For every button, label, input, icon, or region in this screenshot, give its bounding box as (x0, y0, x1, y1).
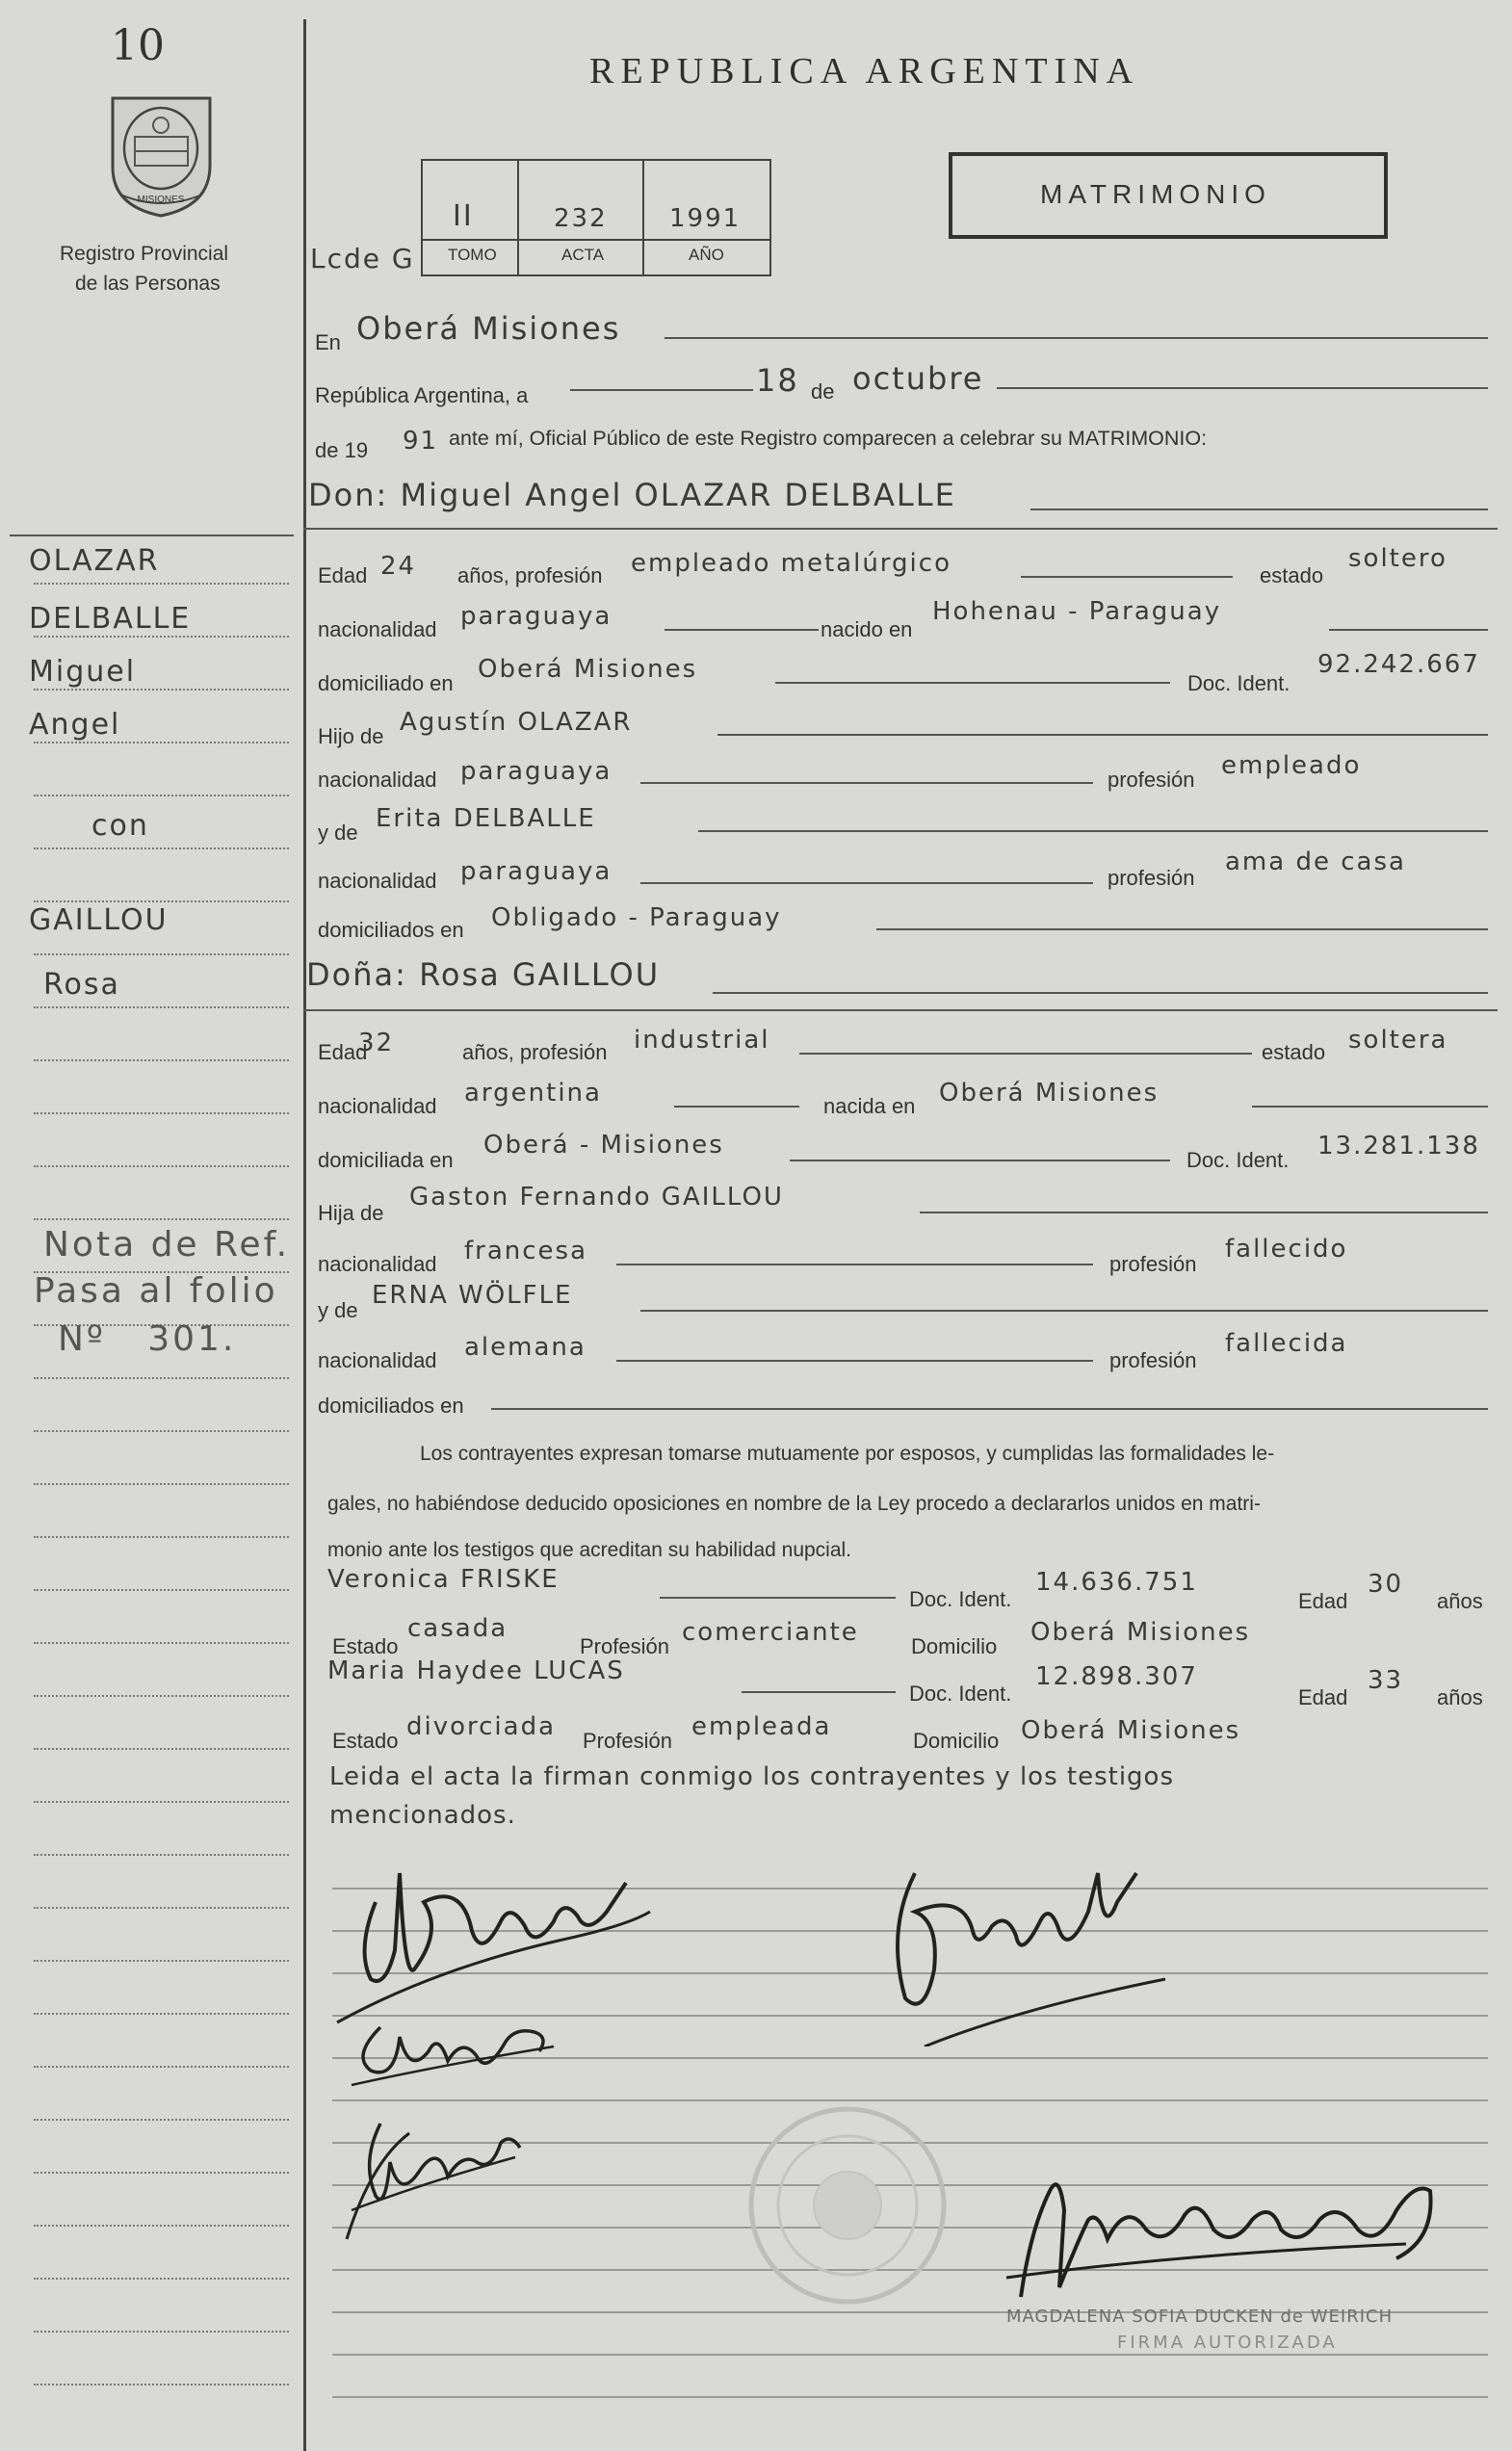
month-value: octubre (852, 360, 984, 397)
page-title: REPUBLICA ARGENTINA (589, 51, 1140, 91)
groom-name: Don: Miguel Angel OLAZAR DELBALLE (308, 477, 956, 513)
margin-guide-line (34, 1430, 289, 1432)
groom-nacido-label: nacido en (821, 617, 913, 641)
signature-guide-line (332, 2396, 1488, 2398)
bride-name: Doña: Rosa GAILLOU (306, 956, 661, 993)
groom-madre-nac-label: nacionalidad (318, 869, 437, 893)
margin-guide-line (34, 847, 289, 849)
margin-guide-line (34, 1059, 289, 1061)
witness-1-estado-label: Estado (332, 1634, 399, 1658)
margin-guide-line (34, 1960, 289, 1962)
closing-line-2: mencionados. (329, 1801, 516, 1830)
margin-entry-4: Angel (29, 708, 121, 742)
margin-guide-line (34, 1801, 289, 1803)
witness-1-estado: casada (407, 1614, 508, 1643)
bride-madre-prof-label: profesión (1109, 1348, 1197, 1372)
margin-guide-line (34, 1907, 289, 1909)
groom-anos-label: años, profesión (457, 563, 603, 587)
witness-1-domicilio: Oberá Misiones (1030, 1618, 1251, 1647)
groom-padre-prof: empleado (1221, 751, 1362, 780)
fill-line (665, 337, 1488, 339)
groom-estado: soltero (1348, 544, 1447, 573)
en-label: En (315, 330, 341, 354)
closing-line-1: Leida el acta la firman conmigo los contrayentes y los testigos (329, 1762, 1174, 1791)
fill-line (790, 1160, 1170, 1161)
bride-signature (342, 2008, 563, 2099)
box-divider (517, 159, 519, 274)
groom-madre-prof-label: profesión (1108, 866, 1195, 890)
bride-domicilio: Oberá - Misiones (483, 1131, 724, 1160)
section-rule (303, 1009, 1498, 1011)
witness-1-doc: 14.636.751 (1035, 1568, 1198, 1597)
declaration-line-1: Los contrayentes expresan tomarse mutuamente por esposos, y cumplidas las formalidades le- (420, 1443, 1275, 1465)
margin-entry-7: Rosa (43, 968, 120, 1002)
day-value: 18 (756, 362, 799, 399)
witness-2-signature (847, 1854, 1175, 2051)
bride-dom-label: domiciliada en (318, 1148, 454, 1172)
fill-line (660, 1597, 896, 1599)
margin-entry-1: OLAZAR (29, 544, 160, 578)
margin-guide-line (34, 1536, 289, 1538)
bride-profesion: industrial (634, 1026, 770, 1055)
groom-yde-label: y de (318, 821, 358, 845)
bride-madre: ERNA WÖLFLE (372, 1281, 573, 1310)
margin-entry-5: con (91, 809, 149, 843)
bride-padre: Gaston Fernando GAILLOU (409, 1183, 784, 1212)
groom-edad: 24 (380, 552, 417, 581)
declaration-line-3: monio ante los testigos que acreditan su habilidad nupcial. (327, 1539, 852, 1561)
bride-edad: 32 (358, 1029, 395, 1057)
box-divider (421, 239, 769, 241)
bride-padre-prof: fallecido (1225, 1235, 1348, 1264)
witness-1-edad-label: Edad (1298, 1589, 1348, 1613)
groom-doc: 92.242.667 (1317, 650, 1480, 679)
fill-line (1252, 1106, 1488, 1108)
witness-1-profesion: comerciante (682, 1618, 859, 1647)
margin-guide-line (34, 1112, 289, 1114)
fill-line (570, 389, 753, 391)
margin-guide-line (34, 583, 289, 585)
witness-2-profesion: empleada (691, 1712, 832, 1741)
witness-1-anos-label: años (1437, 1589, 1483, 1613)
groom-nacionalidad: paraguaya (460, 602, 613, 631)
bride-padre-nac-label: nacionalidad (318, 1252, 437, 1276)
bride-nac-label: nacionalidad (318, 1094, 437, 1118)
witness-2-edad: 33 (1368, 1666, 1404, 1695)
margin-guide-line (34, 1589, 289, 1591)
ref-prefix: Lcde G (310, 243, 415, 274)
bride-doc: 13.281.138 (1317, 1132, 1480, 1160)
bride-madre-prof: fallecida (1225, 1329, 1348, 1358)
fill-line (674, 1106, 799, 1108)
witness-2-doc: 12.898.307 (1035, 1662, 1198, 1691)
witness-2-domicilio-label: Domicilio (913, 1729, 1000, 1753)
groom-madre-nac: paraguaya (460, 857, 613, 886)
margin-guide-line (34, 2172, 289, 2174)
officer-signature (992, 2152, 1454, 2321)
groom-madre: Erita DELBALLE (376, 804, 596, 833)
officer-stamp-line-1: MAGDALENA SOFIA DUCKEN de WEIRICH (1006, 2307, 1394, 2327)
margin-guide-line (34, 2384, 289, 2386)
bride-padre-prof-label: profesión (1109, 1252, 1197, 1276)
acta-label: ACTA (561, 246, 605, 264)
fill-line (799, 1053, 1252, 1055)
groom-padre-prof-label: profesión (1108, 768, 1195, 792)
registry-seal (101, 89, 222, 219)
witness-2-profesion-label: Profesión (583, 1729, 672, 1753)
groom-nac-label: nacionalidad (318, 617, 437, 641)
margin-guide-line (34, 795, 289, 796)
margin-guide-line (34, 1165, 289, 1167)
witness-1-domicilio-label: Domicilio (911, 1634, 998, 1658)
groom-edad-label: Edad (318, 563, 368, 587)
fill-line (717, 734, 1488, 736)
bride-nacida-label: nacida en (823, 1094, 916, 1118)
fill-line (997, 387, 1488, 389)
acta-value: 232 (554, 204, 608, 233)
fill-line (491, 1408, 1488, 1410)
seal-emblem-icon (101, 89, 222, 219)
margin-entry-2: DELBALLE (29, 602, 192, 636)
margin-note-line-1: Nota de Ref. (43, 1225, 291, 1265)
groom-doc-label: Doc. Ident. (1187, 671, 1290, 695)
margin-guide-line (34, 2225, 289, 2227)
margin-guide-line (34, 953, 289, 955)
bride-hija-label: Hija de (318, 1201, 384, 1225)
witness-2-estado: divorciada (406, 1712, 557, 1741)
witness-1-edad: 30 (1368, 1570, 1404, 1599)
section-rule (303, 528, 1498, 530)
margin-top-rule (10, 535, 294, 536)
fill-line (1021, 576, 1233, 578)
intro-text: ante mí, Oficial Público de este Registro comparecen a celebrar su MATRIMONIO: (449, 427, 1208, 450)
registry-line-1: Registro Provincial (60, 243, 229, 265)
fill-line (775, 682, 1170, 684)
margin-guide-line (34, 1483, 289, 1485)
margin-entry-6: GAILLOU (29, 903, 169, 937)
bride-nacida-en: Oberá Misiones (939, 1079, 1160, 1108)
republica-label: República Argentina, a (315, 383, 529, 407)
margin-guide-line (34, 2331, 289, 2333)
groom-nacido-en: Hohenau - Paraguay (932, 597, 1222, 626)
witness-signature (332, 2104, 554, 2254)
seal-text: MISIONES (137, 195, 185, 205)
box-divider (642, 159, 644, 274)
margin-guide-line (34, 1695, 289, 1697)
margin-guide-line (34, 2119, 289, 2121)
anio-value: 1991 (669, 204, 742, 233)
bride-doc-label: Doc. Ident. (1186, 1148, 1290, 1172)
place-value: Oberá Misiones (356, 310, 621, 347)
tomo-label: TOMO (448, 246, 497, 264)
bride-padre-nac: francesa (464, 1237, 588, 1265)
fill-line (640, 882, 1093, 884)
bride-yde-label: y de (318, 1298, 358, 1322)
bride-madre-nac: alemana (464, 1333, 587, 1362)
witness-1-doc-label: Doc. Ident. (909, 1587, 1012, 1611)
declaration-line-2: gales, no habiéndose deducido oposiciones en nombre de la Ley procedo a declararlos unidos en matri- (327, 1493, 1261, 1515)
fill-line (640, 1310, 1488, 1312)
groom-padres-dom-label: domiciliados en (318, 918, 464, 942)
fill-line (1329, 629, 1488, 631)
groom-profesion: empleado metalúrgico (631, 549, 952, 578)
witness-1-profesion-label: Profesión (580, 1634, 669, 1658)
registry-line-2: de las Personas (75, 273, 221, 295)
margin-guide-line (34, 2278, 289, 2280)
fill-line (698, 830, 1488, 832)
margin-guide-line (34, 1377, 289, 1379)
witness-2-name: Maria Haydee LUCAS (327, 1656, 625, 1685)
groom-estado-label: estado (1260, 563, 1324, 587)
fill-line (713, 992, 1488, 994)
column-divider (303, 19, 306, 2451)
bride-estado-label: estado (1262, 1040, 1326, 1064)
bride-nacionalidad: argentina (464, 1079, 602, 1108)
margin-guide-line (34, 1854, 289, 1856)
groom-madre-prof: ama de casa (1225, 847, 1406, 876)
witness-2-doc-label: Doc. Ident. (909, 1682, 1012, 1706)
margin-guide-line (34, 636, 289, 638)
margin-guide-line (34, 1006, 289, 1008)
bride-edad-label: Edad (318, 1040, 368, 1064)
official-seal-stamp (732, 2090, 963, 2326)
fill-line (876, 928, 1488, 930)
margin-guide-line (34, 2013, 289, 2015)
page-number: 10 (111, 21, 165, 70)
year-prefix: de 19 (315, 438, 369, 462)
groom-padres-dom: Obligado - Paraguay (491, 903, 782, 932)
officer-stamp-line-2: FIRMA AUTORIZADA (1117, 2333, 1338, 2353)
bride-estado: soltera (1348, 1026, 1448, 1055)
margin-guide-line (34, 900, 289, 902)
de-label: de (811, 379, 835, 404)
margin-guide-line (34, 1748, 289, 1750)
doc-type-label: MATRIMONIO (1040, 179, 1271, 209)
fill-line (742, 1691, 896, 1693)
witness-2-estado-label: Estado (332, 1729, 399, 1753)
bride-madre-nac-label: nacionalidad (318, 1348, 437, 1372)
margin-guide-line (34, 1218, 289, 1220)
tomo-value: II (453, 199, 474, 233)
year-suffix: 91 (403, 427, 439, 456)
anio-label: AÑO (689, 246, 724, 264)
witness-2-domicilio: Oberá Misiones (1021, 1716, 1241, 1745)
margin-guide-line (34, 2066, 289, 2068)
margin-note-line-2: Pasa al folio (34, 1271, 278, 1311)
fill-line (920, 1212, 1488, 1213)
fill-line (1030, 508, 1488, 510)
witness-2-anos-label: años (1437, 1685, 1483, 1709)
groom-padre-nac-label: nacionalidad (318, 768, 437, 792)
groom-padre-nac: paraguaya (460, 757, 613, 786)
groom-dom-label: domiciliado en (318, 671, 454, 695)
fill-line (616, 1360, 1093, 1362)
witness-1-name: Veronica FRISKE (327, 1565, 560, 1594)
margin-guide-line (34, 1642, 289, 1644)
bride-padres-dom-label: domiciliados en (318, 1394, 464, 1418)
signature-guide-line (332, 2354, 1488, 2356)
witness-2-edad-label: Edad (1298, 1685, 1348, 1709)
groom-padre: Agustín OLAZAR (400, 708, 633, 737)
groom-hijo-label: Hijo de (318, 724, 384, 748)
fill-line (616, 1264, 1093, 1265)
margin-entry-3: Miguel (29, 655, 137, 689)
fill-line (665, 629, 819, 631)
fill-line (640, 782, 1093, 784)
bride-anos-label: años, profesión (462, 1040, 608, 1064)
margin-guide-line (34, 742, 289, 743)
margin-guide-line (34, 689, 289, 691)
groom-domicilio: Oberá Misiones (478, 655, 698, 684)
margin-note-line-3: Nº 301. (58, 1319, 237, 1359)
